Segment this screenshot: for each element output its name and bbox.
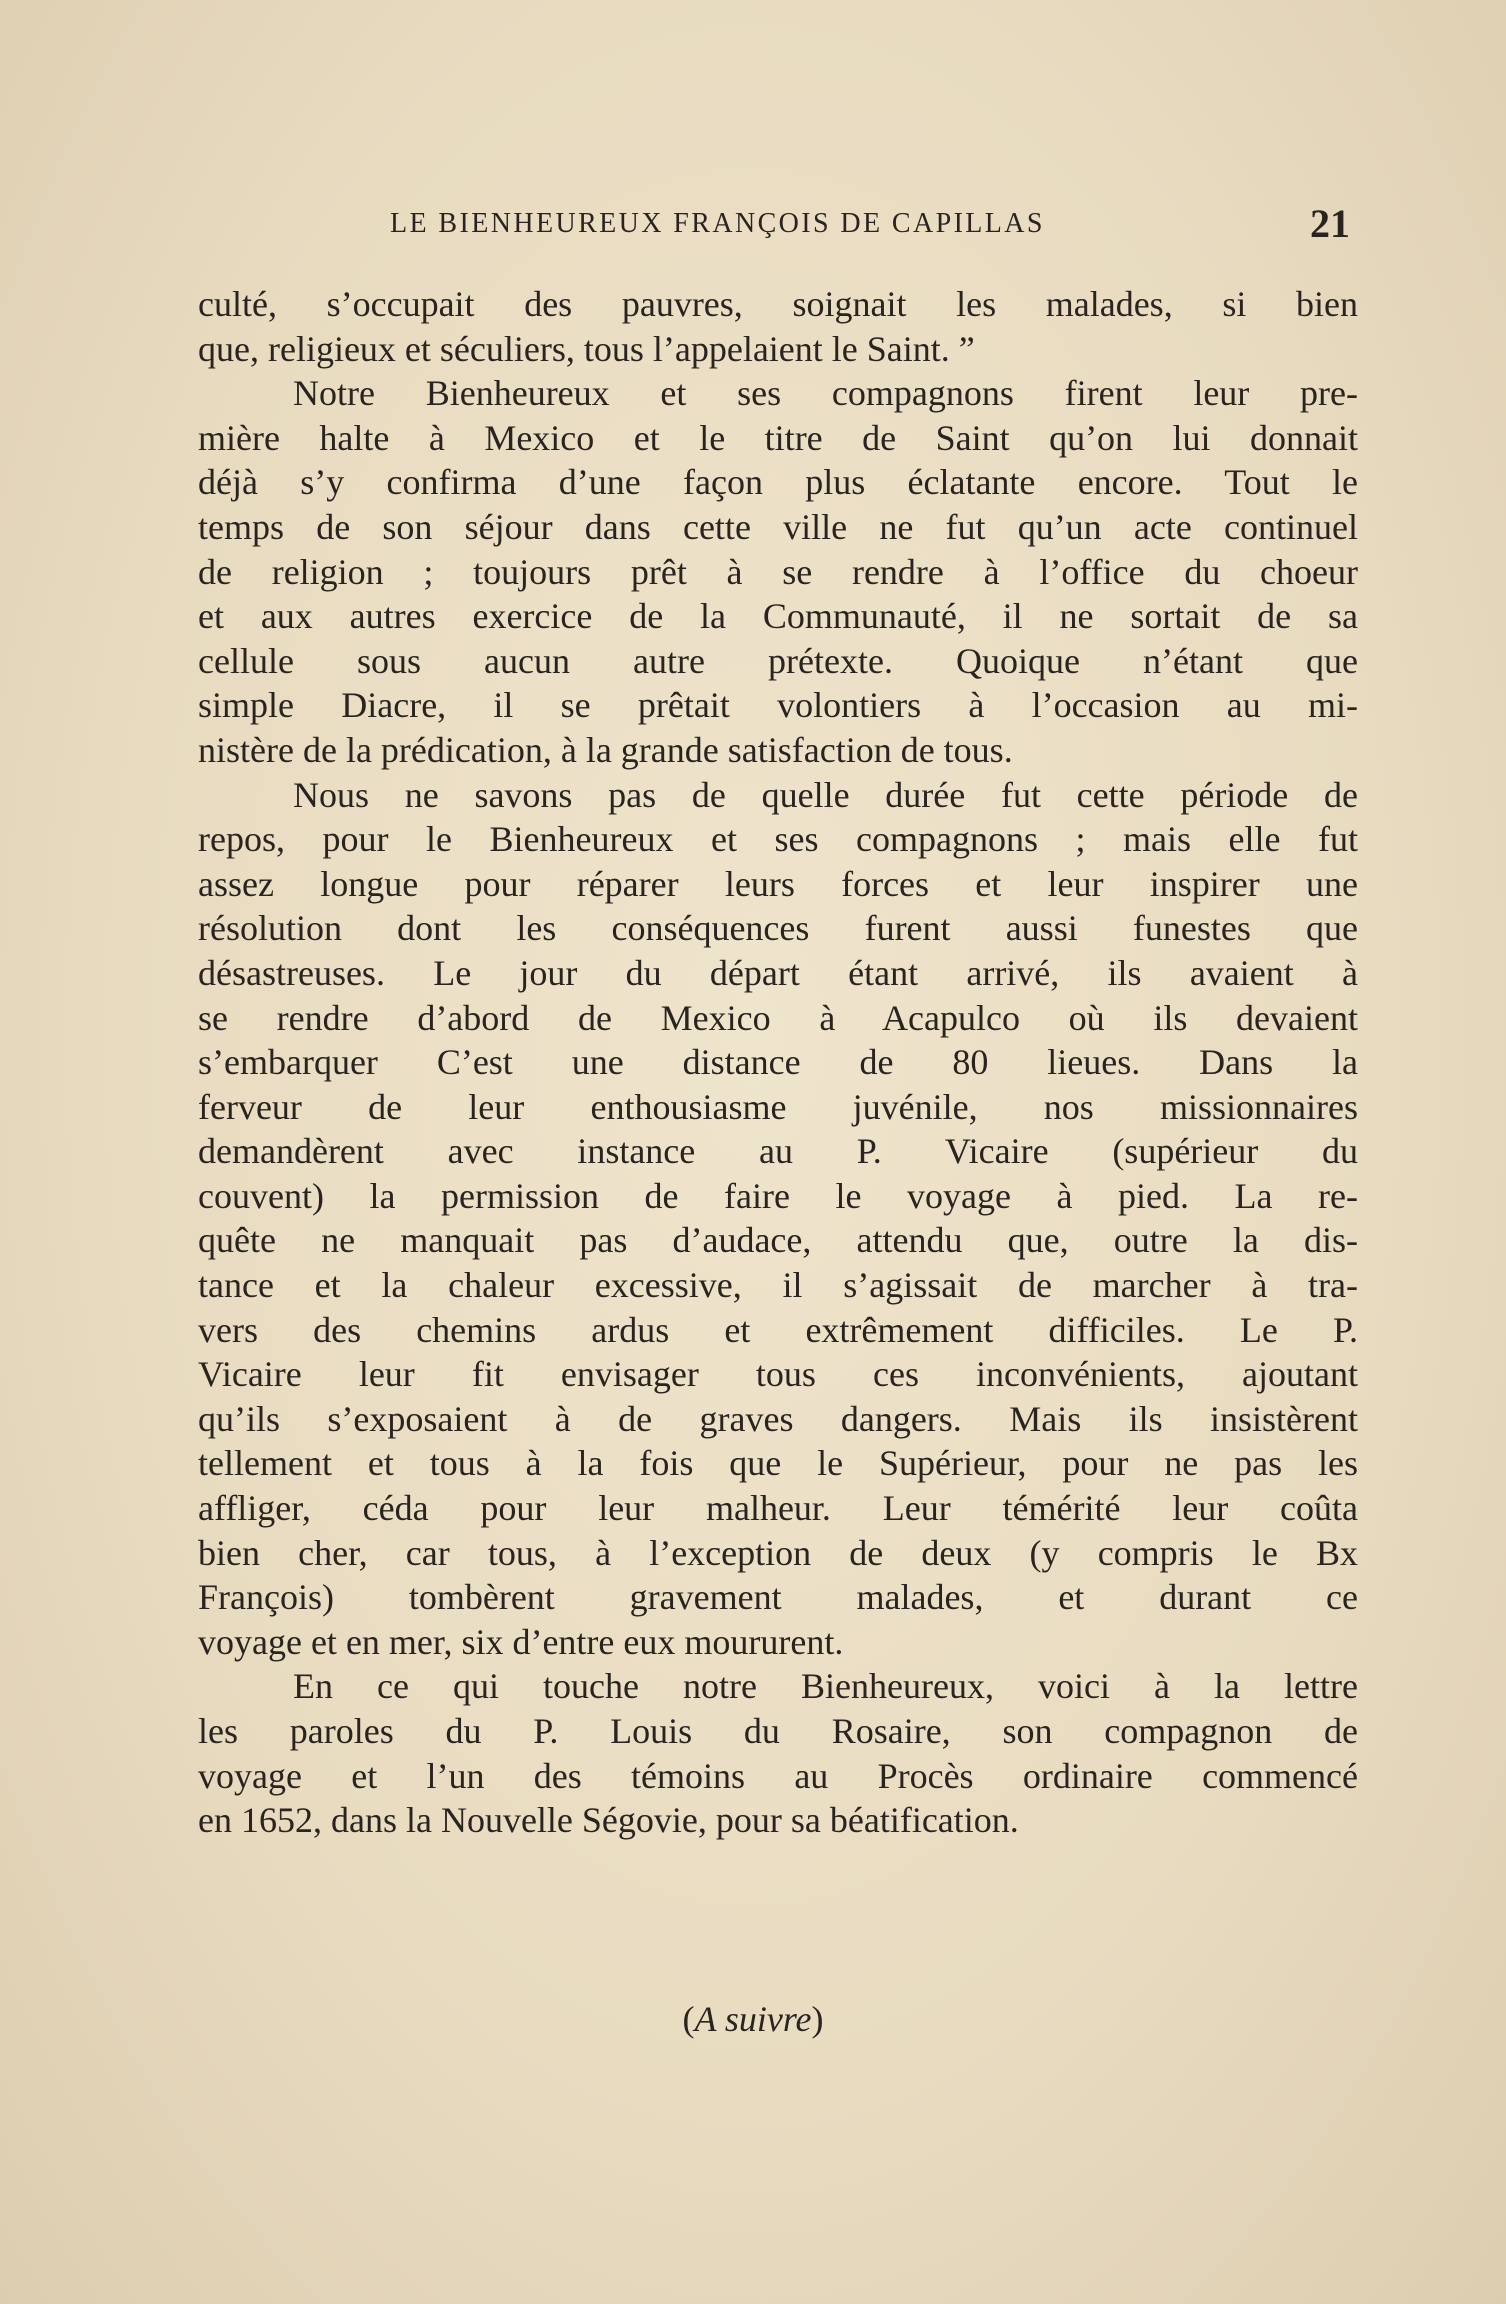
text-line: cellule sous aucun autre prétexte. Quoique n’étant que <box>198 640 1358 681</box>
text-line: temps de son séjour dans cette ville ne fut qu’un acte continuel <box>198 506 1358 547</box>
text-line: simple Diacre, il se prêtait volontiers à l’occasion au mi- <box>198 685 1358 726</box>
text-line: assez longue pour réparer leurs forces et leur inspirer une <box>198 863 1358 904</box>
close-paren: ) <box>811 1999 824 2039</box>
text-line: déjà s’y confirma d’une façon plus éclatante encore. Tout le <box>198 462 1358 503</box>
text-line: François) tombèrent gravement malades, et durant ce <box>198 1577 1358 1618</box>
running-title: LE BIENHEUREUX FRANÇOIS DE CAPILLAS <box>390 208 1045 239</box>
continuation-text: A suivre <box>694 1999 812 2039</box>
running-head <box>200 200 1350 250</box>
text-line: ferveur de leur enthousiasme juvénile, nos missionnaires <box>198 1086 1358 1127</box>
text-line: nistère de la prédication, à la grande satisfaction de tous. <box>198 729 1013 770</box>
text-line: bien cher, car tous, à l’exception de deux (y compris le Bx <box>198 1532 1358 1573</box>
open-paren: ( <box>682 1999 695 2039</box>
text-line: mière halte à Mexico et le titre de Saint qu’on lui donnait <box>198 417 1358 458</box>
text-line: Notre Bienheureux et ses compagnons firent leur pre- <box>293 373 1358 414</box>
text-line: de religion ; toujours prêt à se rendre à l’office du choeur <box>198 551 1358 592</box>
text-line: les paroles du P. Louis du Rosaire, son compagnon de <box>198 1711 1358 1751</box>
text-line: quête ne manquait pas d’audace, attendu que, outre la dis- <box>198 1220 1358 1261</box>
text-line: demandèrent avec instance au P. Vicaire (supérieur du <box>198 1131 1358 1172</box>
text-line: qu’ils s’exposaient à de graves dangers. Mais ils insistèrent <box>198 1398 1358 1439</box>
text-line: que, religieux et séculiers, tous l’appelaient le Saint. ” <box>198 328 975 369</box>
text-line: Nous ne savons pas de quelle durée fut cette période de <box>293 774 1358 815</box>
text-line: en 1652, dans la Nouvelle Ségovie, pour sa béatification. <box>198 1800 1019 1841</box>
text-line: repos, pour le Bienheureux et ses compagnons ; mais elle fut <box>198 819 1358 860</box>
continuation-note <box>0 1998 1506 2040</box>
text-line: culté, s’occupait des pauvres, soignait les malades, si bien <box>198 284 1358 324</box>
text-line: Vicaire leur fit envisager tous ces inconvénients, ajoutant <box>198 1354 1358 1395</box>
text-line: se rendre d’abord de Mexico à Acapulco où ils devaient <box>198 997 1358 1038</box>
text-line: tance et la chaleur excessive, il s’agissait de marcher à tra- <box>198 1265 1358 1306</box>
text-line: couvent) la permission de faire le voyage à pied. La re- <box>198 1175 1358 1216</box>
page-number: 21 <box>1310 201 1350 246</box>
text-line: En ce qui touche notre Bienheureux, voici à la lettre <box>293 1666 1358 1707</box>
text-line: désastreuses. Le jour du départ étant arrivé, ils avaient à <box>198 952 1358 993</box>
text-line: vers des chemins ardus et extrêmement difficiles. Le P. <box>198 1309 1358 1350</box>
text-line: tellement et tous à la fois que le Supérieur, pour ne pas les <box>198 1443 1358 1484</box>
text-line: résolution dont les conséquences furent aussi funestes que <box>198 908 1358 949</box>
text-line: et aux autres exercice de la Communauté, il ne sortait de sa <box>198 596 1358 637</box>
text-line: voyage et en mer, six d’entre eux moururent. <box>198 1621 844 1662</box>
text-line: voyage et l’un des témoins au Procès ordinaire commencé <box>198 1755 1358 1796</box>
text-line: s’embarquer C’est une distance de 80 lieues. Dans la <box>198 1042 1358 1083</box>
body-text <box>198 282 1358 1843</box>
text-line: affliger, céda pour leur malheur. Leur témérité leur coûta <box>198 1488 1358 1529</box>
